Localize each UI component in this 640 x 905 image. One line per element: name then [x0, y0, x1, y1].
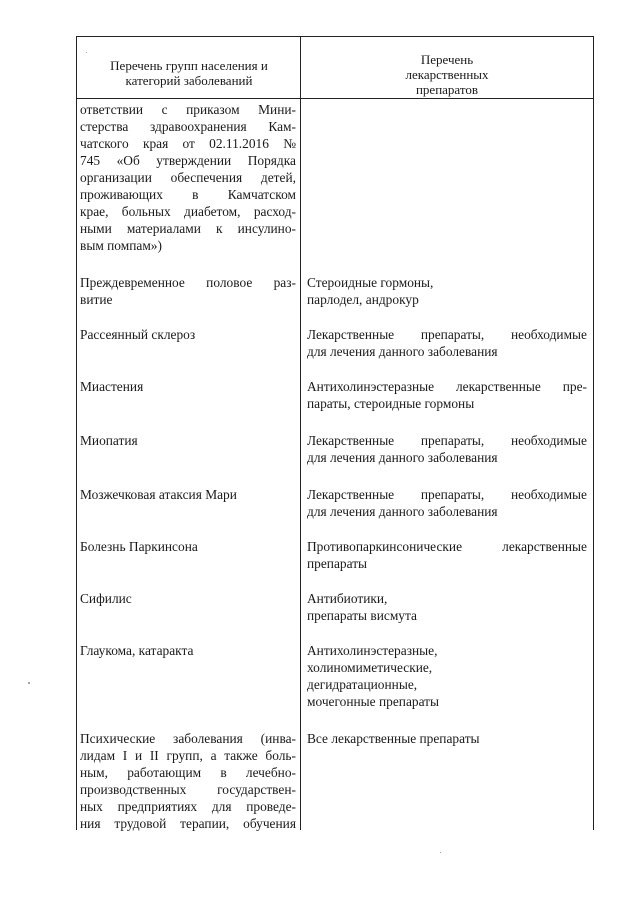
- cell-line: для лечения данного заболевания: [307, 344, 498, 359]
- table-row-left-cell: [80, 486, 296, 503]
- cell-line: организации обеспечения детей,: [80, 170, 296, 185]
- cell-line: ным, работающим в лечебно-: [80, 765, 296, 780]
- cell-line: чатского края от 02.11.2016 №: [80, 136, 296, 151]
- table-right-border: [593, 36, 594, 830]
- table-row-left-cell: [80, 378, 296, 395]
- cell-line: препараты висмута: [307, 608, 417, 623]
- cell-line: Глаукома, катаракта: [80, 643, 194, 658]
- table-top-border: [76, 36, 594, 37]
- table-row-left-cell: [80, 326, 296, 343]
- table-row-left-cell: [80, 432, 296, 449]
- cell-line: Психические заболевания (инва-: [80, 731, 296, 746]
- cell-line: Лекарственные препараты, необходимые: [307, 433, 587, 448]
- cell-line: лидам I и II групп, а также боль-: [80, 748, 296, 763]
- cell-line: холиномиметические,: [307, 660, 433, 675]
- table-row-right-cell: [307, 538, 587, 572]
- table-row-right-cell: [307, 730, 589, 747]
- cell-line: Болезнь Паркинсона: [80, 539, 198, 554]
- cell-line: ными материалами к инсулино-: [80, 221, 296, 236]
- table-row-right-cell: [307, 274, 589, 308]
- cell-line: Стероидные гормоны,: [307, 275, 434, 290]
- cell-line: Миопатия: [80, 433, 138, 448]
- table-row-right-cell: [307, 486, 587, 520]
- cell-line: крае, больных диабетом, расход-: [80, 204, 296, 219]
- table-row-right-cell: [307, 590, 589, 624]
- header-col1-line: Перечень групп населения и: [110, 58, 268, 73]
- header-bottom-border: [76, 98, 594, 99]
- table-row-right-cell: [307, 326, 587, 360]
- cell-line: Рассеянный склероз: [80, 327, 196, 342]
- cell-line: Антихолинэстеразные лекарственные пре-: [307, 379, 587, 394]
- cell-line: парлодел, андрокур: [307, 292, 419, 307]
- cell-line: для лечения данного заболевания: [307, 504, 498, 519]
- table-row-left-cell: [80, 274, 296, 308]
- cell-line: витие: [80, 292, 113, 307]
- table-row-left-cell: [80, 590, 296, 607]
- cell-line: Сифилис: [80, 591, 132, 606]
- cell-line: дегидратационные,: [307, 677, 418, 692]
- cell-line: Мозжечковая атаксия Мари: [80, 487, 237, 502]
- table-row-left-cell: [80, 538, 296, 555]
- cell-line: Миастения: [80, 379, 144, 394]
- cell-line: ответствии с приказом Мини-: [80, 102, 296, 117]
- table-row-left-cell: [80, 101, 296, 254]
- table-column-divider: [300, 36, 301, 830]
- header-col1: [82, 58, 296, 88]
- cell-line: Лекарственные препараты, необходимые: [307, 327, 587, 342]
- table-left-border: [76, 36, 77, 830]
- cell-line: Антибиотики,: [307, 591, 388, 606]
- cell-line: препараты: [307, 556, 368, 571]
- cell-line: ния трудовой терапии, обучения: [80, 816, 296, 831]
- table-row-left-cell: [80, 642, 296, 659]
- header-col2: [306, 52, 588, 97]
- cell-line: ных предприятиях для проведе-: [80, 799, 296, 814]
- cell-line: производственных государствен-: [80, 782, 296, 797]
- cell-line: параты, стероидные гормоны: [307, 396, 475, 411]
- table-row-left-cell: [80, 730, 296, 832]
- header-col2-line: лекарственных: [405, 67, 489, 82]
- table-row-right-cell: [307, 642, 589, 710]
- cell-line: для лечения данного заболевания: [307, 450, 498, 465]
- header-col2-line: Перечень: [420, 52, 474, 67]
- scan-speck: [440, 852, 441, 853]
- cell-line: Лекарственные препараты, необходимые: [307, 487, 587, 502]
- cell-line: стерства здравоохранения Кам-: [80, 119, 296, 134]
- cell-line: проживающих в Камчатском: [80, 187, 296, 202]
- header-col2-line: препаратов: [415, 82, 479, 97]
- cell-line: Все лекарственные препараты: [307, 731, 480, 746]
- cell-line: Антихолинэстеразные,: [307, 643, 438, 658]
- cell-line: Преждевременное половое раз-: [80, 275, 296, 290]
- cell-line: мочегонные препараты: [307, 694, 440, 709]
- table-row-right-cell: [307, 378, 587, 412]
- header-col1-line: категорий заболеваний: [125, 73, 253, 88]
- scan-speck: [28, 682, 30, 684]
- cell-line: Противопаркинсонические лекарственные: [307, 539, 587, 554]
- table-row-right-cell: [307, 432, 587, 466]
- cell-line: вым помпам»): [80, 238, 162, 253]
- cell-line: 745 «Об утверждении Порядка: [80, 153, 296, 168]
- scan-speck: [86, 52, 87, 53]
